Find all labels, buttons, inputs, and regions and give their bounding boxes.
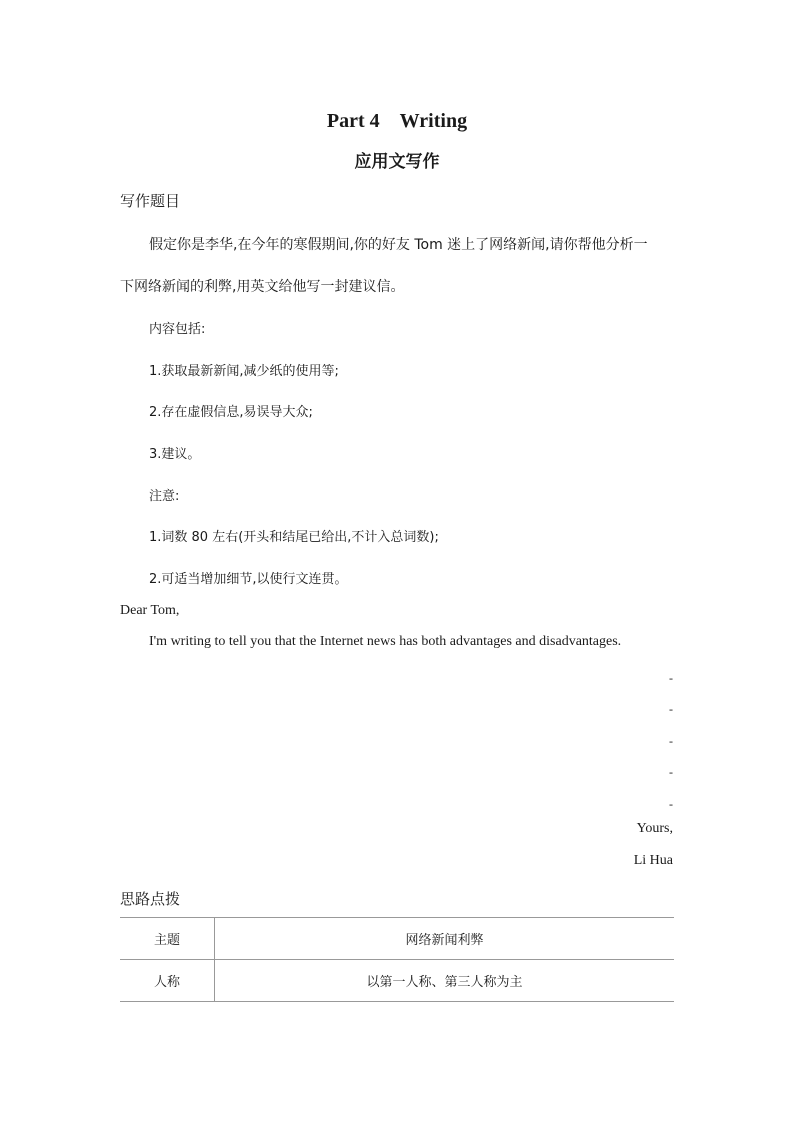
blank-line-mark: - xyxy=(669,765,673,779)
content-item-3: 3.建议。 xyxy=(149,447,201,462)
letter-opening: I'm writing to tell you that the Internet news has both advantages and disadvantages. xyxy=(149,634,622,649)
row-key: 人称 xyxy=(120,960,215,1002)
letter-signature: Li Hua xyxy=(633,853,673,868)
content-item-1: 1.获取最新新闻,减少纸的使用等; xyxy=(149,364,339,379)
row-value: 网络新闻利弊 xyxy=(215,918,675,960)
blank-line-mark: - xyxy=(669,671,673,685)
task-line-2: 下网络新闻的利弊,用英文给他写一封建议信。 xyxy=(120,279,405,295)
row-key: 主题 xyxy=(120,918,215,960)
prompt-section-label: 写作题目 xyxy=(120,192,181,210)
notes-label: 注意: xyxy=(149,489,180,504)
table-row xyxy=(120,918,674,960)
letter-salutation: Dear Tom, xyxy=(120,603,180,618)
ideas-table xyxy=(120,917,674,1002)
notes-item-2: 2.可适当增加细节,以使行文连贯。 xyxy=(149,572,348,587)
blank-line-mark: - xyxy=(669,734,673,748)
content-item-2: 2.存在虚假信息,易误导大众; xyxy=(149,405,313,420)
blank-line-mark: - xyxy=(669,797,673,811)
notes-item-1: 1.词数 80 左右(开头和结尾已给出,不计入总词数); xyxy=(149,530,439,545)
letter-closing: Yours, xyxy=(636,821,673,836)
page-title: Part 4 Writing xyxy=(326,110,468,132)
ideas-section-label: 思路点拨 xyxy=(120,890,181,908)
row-value: 以第一人称、第三人称为主 xyxy=(215,960,675,1002)
content-label: 内容包括: xyxy=(149,322,206,337)
blank-line-mark: - xyxy=(669,702,673,716)
page-subtitle: 应用文写作 xyxy=(354,152,440,172)
task-line-1: 假定你是李华,在今年的寒假期间,你的好友 Tom 迷上了网络新闻,请你帮他分析一 xyxy=(149,237,648,253)
table-row xyxy=(120,960,674,1002)
